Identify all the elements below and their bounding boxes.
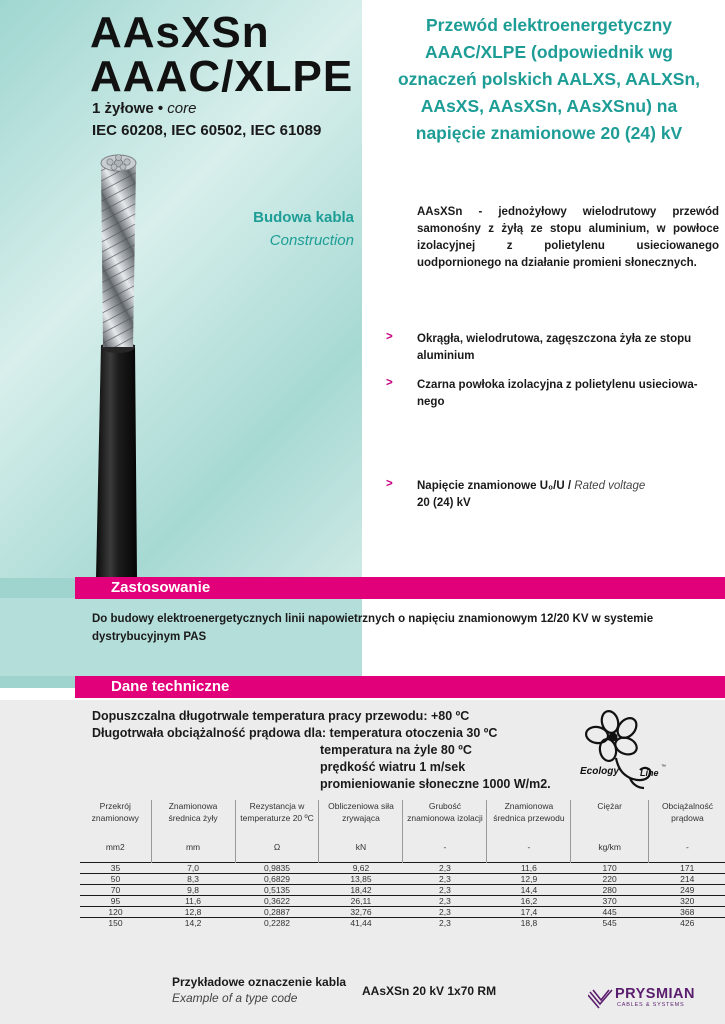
table-cell: 320 [648, 896, 725, 907]
max-operating-temperature: Dopuszczalna długotrwale temperatura pracy przewodu: +80 ºC [92, 709, 470, 723]
table-cell: 0,3622 [235, 896, 319, 907]
prysmian-logo [588, 986, 718, 1010]
unit-cell: - [487, 840, 571, 863]
table-cell: 2,3 [403, 863, 487, 874]
column-header: Grubość znamionowa izolacji [403, 800, 487, 840]
ecology-word: Ecology [580, 766, 619, 777]
unit-cell: kg/km [571, 840, 649, 863]
column-header: Obciążalność prądowa [661, 801, 713, 823]
wind-speed: prędkość wiatru 1 m/sek [320, 760, 466, 774]
table-cell: 95 [80, 896, 151, 907]
table-row [80, 863, 725, 874]
table-cell: 70 [80, 885, 151, 896]
column-header: Ciężar [571, 800, 649, 840]
core-count: 1 żyłowe • core [92, 100, 197, 117]
table-cell: 150 [80, 918, 151, 929]
table-cell: 0,9835 [235, 863, 319, 874]
example-label-en: Example of a type code [172, 991, 298, 1005]
logo-tagline: CABLES & SYSTEMS [617, 1002, 685, 1008]
construction-item-voltage: Napięcie znamionowe U₀/U / Rated voltage 20 (24) kV [417, 480, 646, 509]
table-cell: 426 [648, 918, 725, 929]
table-cell: 35 [80, 863, 151, 874]
table-cell: 370 [571, 896, 649, 907]
example-type-code: AAsXSn 20 kV 1x70 RM [362, 984, 497, 998]
application-heading: Zastosowanie [111, 579, 211, 596]
example-label-pl: Przykładowe oznaczenie kabla [172, 975, 347, 989]
bullet-icon: > [386, 478, 393, 490]
table-cell: 0,2282 [235, 918, 319, 929]
table-cell: 220 [571, 874, 649, 885]
column-header: Obliczeniowa siła zrywająca [319, 800, 403, 840]
product-type-title: AAAC/XLPE [90, 52, 354, 101]
logo-name: PRYSMIAN [615, 986, 695, 1002]
unit-cell: - [686, 842, 689, 852]
solar-radiation: promieniowanie słoneczne 1000 W/m2. [320, 777, 551, 791]
units-row [80, 840, 725, 863]
table-cell: 14,4 [487, 885, 571, 896]
table-cell: 12,8 [151, 907, 235, 918]
table-row [80, 874, 725, 885]
technical-heading-bar [75, 676, 725, 698]
table-cell: 120 [80, 907, 151, 918]
table-row [80, 896, 725, 907]
ecology-line-logo [578, 708, 672, 790]
bullet-icon: > [386, 377, 393, 389]
technical-data-table [80, 800, 725, 928]
bullet-icon: > [386, 331, 393, 343]
application-heading-bar [75, 577, 725, 599]
table-cell: 2,3 [403, 896, 487, 907]
unit-cell: Ω [235, 840, 319, 863]
trademark-mark: ™ [661, 764, 666, 770]
unit-cell: kN [319, 840, 403, 863]
column-header: Rezystancja w temperaturze 20 ºC [235, 800, 319, 840]
table-cell: 0,6829 [235, 874, 319, 885]
conductor-temperature: temperatura na żyle 80 ºC [320, 743, 472, 757]
product-code-title: AAsXSn [90, 8, 270, 57]
standards-list: IEC 60208, IEC 60502, IEC 61089 [92, 122, 322, 139]
application-text: Do budowy elektroenergetycznych linii napowietrznych o napięciu znamionowym 12/20 KV w systemie dystrybucyjnym PAS [92, 613, 654, 643]
prysmian-mark-icon [588, 986, 614, 1010]
construction-label-pl: Budowa kabla [253, 209, 354, 226]
table-cell: 17,4 [487, 907, 571, 918]
table-cell: 368 [648, 907, 725, 918]
table-cell: 16,2 [487, 896, 571, 907]
column-header: Znamionowa średnica żyły [151, 800, 235, 840]
construction-description: AAsXSn - jednożyłowy wielodrutowy przewód samonośny z żyłą ze stopu aluminium, w powłoce izolacyjnej z polietylenu usieciowanego uodpornionego na działanie promieni słonecznych. [417, 206, 719, 269]
table-cell: 2,3 [403, 874, 487, 885]
technical-heading: Dane techniczne [111, 678, 230, 695]
line-word: Line [640, 768, 659, 778]
product-heading: Przewód elektroenergetyczny AAAC/XLPE (odpowiednik wg oznaczeń polskich AALXS, AALXSn, AAsXS, AAsXSn, AAsXSnu) na napięcie znamionowe 20 (24) kV [397, 15, 701, 143]
table-cell: 18,42 [319, 885, 403, 896]
table-cell: 8,3 [151, 874, 235, 885]
table-cell: 170 [571, 863, 649, 874]
table-cell: 171 [648, 863, 725, 874]
table-cell: 214 [648, 874, 725, 885]
table-cell: 249 [648, 885, 725, 896]
table-cell: 2,3 [403, 885, 487, 896]
current-capacity-conditions: Długotrwała obciążalność prądowa dla: temperatura otoczenia 30 ºC [92, 726, 498, 740]
technical-conditions [92, 708, 551, 793]
table-cell: 11,6 [151, 896, 235, 907]
table-cell: 280 [571, 885, 649, 896]
table-cell: 0,5135 [235, 885, 319, 896]
table-cell: 7,0 [151, 863, 235, 874]
table-cell: 18,8 [487, 918, 571, 929]
table-cell: 2,3 [403, 918, 487, 929]
table-cell: 41,44 [319, 918, 403, 929]
table-cell: 26,11 [319, 896, 403, 907]
unit-cell: - [403, 840, 487, 863]
table-cell: 13,85 [319, 874, 403, 885]
table-cell: 50 [80, 874, 151, 885]
table-cell: 445 [571, 907, 649, 918]
unit-cell: mm2 [80, 840, 151, 863]
table-row [80, 907, 725, 918]
table-cell: 0,2887 [235, 907, 319, 918]
table-cell: 545 [571, 918, 649, 929]
construction-label-en: Construction [269, 232, 354, 249]
table-row [80, 885, 725, 896]
column-header: Przekrój znamionowy [80, 800, 151, 840]
table-cell: 9,62 [319, 863, 403, 874]
table-cell: 14,2 [151, 918, 235, 929]
construction-item-insulation: Czarna powłoka izolacyjna z polietylenu usieciowa- nego [417, 379, 698, 408]
table-row [80, 918, 725, 929]
construction-item-conductor: Okrągła, wielodrutowa, zagęszczona żyła ze stopu aluminium [417, 333, 692, 362]
unit-cell: mm [151, 840, 235, 863]
table-cell: 32,76 [319, 907, 403, 918]
column-header: Znamionowa średnica przewodu [487, 800, 571, 840]
table-cell: 2,3 [403, 907, 487, 918]
table-cell: 11,6 [487, 863, 571, 874]
table-cell: 9,8 [151, 885, 235, 896]
table-cell: 12,9 [487, 874, 571, 885]
